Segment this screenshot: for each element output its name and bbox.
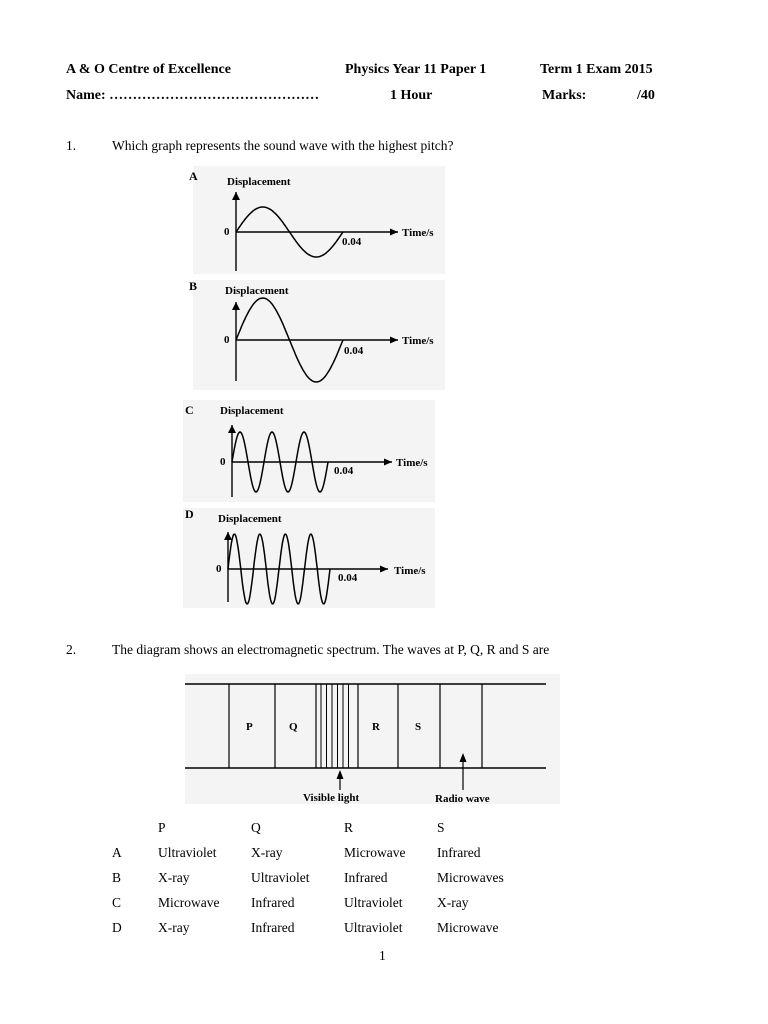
origin-label: 0 [220, 456, 226, 468]
column-header-s: S [437, 819, 445, 835]
exam-term: Term 1 Exam 2015 [540, 62, 653, 77]
tick-label: 0.04 [338, 572, 358, 584]
visible-light-label: Visible light [303, 792, 360, 804]
marks-label: Marks: [542, 88, 587, 103]
table-cell: Ultraviolet [251, 869, 310, 885]
y-axis-label: Displacement [218, 513, 282, 525]
table-cell: Microwave [437, 919, 499, 935]
graph-letter: B [189, 279, 198, 293]
band-label-q: Q [289, 721, 298, 733]
table-cell: Ultraviolet [344, 919, 403, 935]
em-spectrum-diagram [185, 674, 560, 805]
question-text: The diagram shows an electromagnetic spectrum. The waves at P, Q, R and S are [112, 642, 550, 657]
table-row [112, 840, 547, 865]
wave-graph-a [189, 166, 445, 274]
option-letter: D [112, 919, 122, 935]
origin-label: 0 [216, 563, 222, 575]
marks-total: /40 [637, 88, 655, 103]
option-letter: B [112, 869, 122, 885]
column-header-r: R [344, 819, 354, 835]
origin-label: 0 [224, 334, 230, 346]
table-cell: X-ray [158, 919, 190, 935]
option-letter: C [112, 894, 122, 910]
table-cell: Infrared [437, 844, 481, 860]
tick-label: 0.04 [344, 345, 364, 357]
table-row [112, 865, 547, 890]
table-cell: Ultraviolet [344, 894, 403, 910]
table-cell: X-ray [158, 869, 190, 885]
school-name: A & O Centre of Excellence [66, 62, 231, 77]
origin-label: 0 [224, 226, 230, 238]
table-cell: Microwave [344, 844, 406, 860]
graph-letter: D [185, 507, 194, 521]
x-axis-label: Time/s [402, 335, 434, 347]
radio-wave-label: Radio wave [435, 793, 490, 805]
x-axis-label: Time/s [402, 227, 434, 239]
tick-label: 0.04 [334, 465, 354, 477]
question-number: 2. [66, 642, 77, 657]
table-row [112, 915, 547, 940]
table-cell: X-ray [437, 894, 469, 910]
table-cell: Microwaves [437, 869, 504, 885]
wave-graph-b [189, 279, 445, 390]
band-label-r: R [372, 721, 380, 733]
page-number: 1 [379, 948, 386, 963]
table-header-row [112, 815, 547, 840]
column-header-q: Q [251, 819, 261, 835]
wave-graph-d [183, 507, 435, 608]
tick-label: 0.04 [342, 236, 362, 248]
x-axis-label: Time/s [396, 457, 428, 469]
table-row [112, 890, 547, 915]
paper-title: Physics Year 11 Paper 1 [345, 62, 487, 77]
x-axis-label: Time/s [394, 565, 426, 577]
exam-duration: 1 Hour [390, 88, 433, 103]
table-cell: Infrared [344, 869, 388, 885]
table-cell: X-ray [251, 844, 283, 860]
question-text: Which graph represents the sound wave with the highest pitch? [112, 138, 454, 153]
column-header-p: P [158, 819, 166, 835]
name-field: Name: ……………………………………… [66, 88, 320, 103]
table-cell [112, 815, 158, 840]
table-cell: Microwave [158, 894, 220, 910]
option-letter: A [112, 844, 122, 860]
graph-letter: A [189, 169, 198, 183]
table-cell: Ultraviolet [158, 844, 217, 860]
y-axis-label: Displacement [225, 285, 289, 297]
table-cell: Infrared [251, 894, 295, 910]
wave-graph-c [183, 400, 435, 502]
question-number: 1. [66, 138, 77, 153]
diagram-background [185, 674, 560, 804]
band-label-p: P [246, 721, 253, 733]
y-axis-label: Displacement [227, 176, 291, 188]
answer-options-table [112, 815, 547, 940]
graph-letter: C [185, 403, 194, 417]
band-label-s: S [415, 721, 422, 733]
y-axis-label: Displacement [220, 405, 284, 417]
table-cell: Infrared [251, 919, 295, 935]
